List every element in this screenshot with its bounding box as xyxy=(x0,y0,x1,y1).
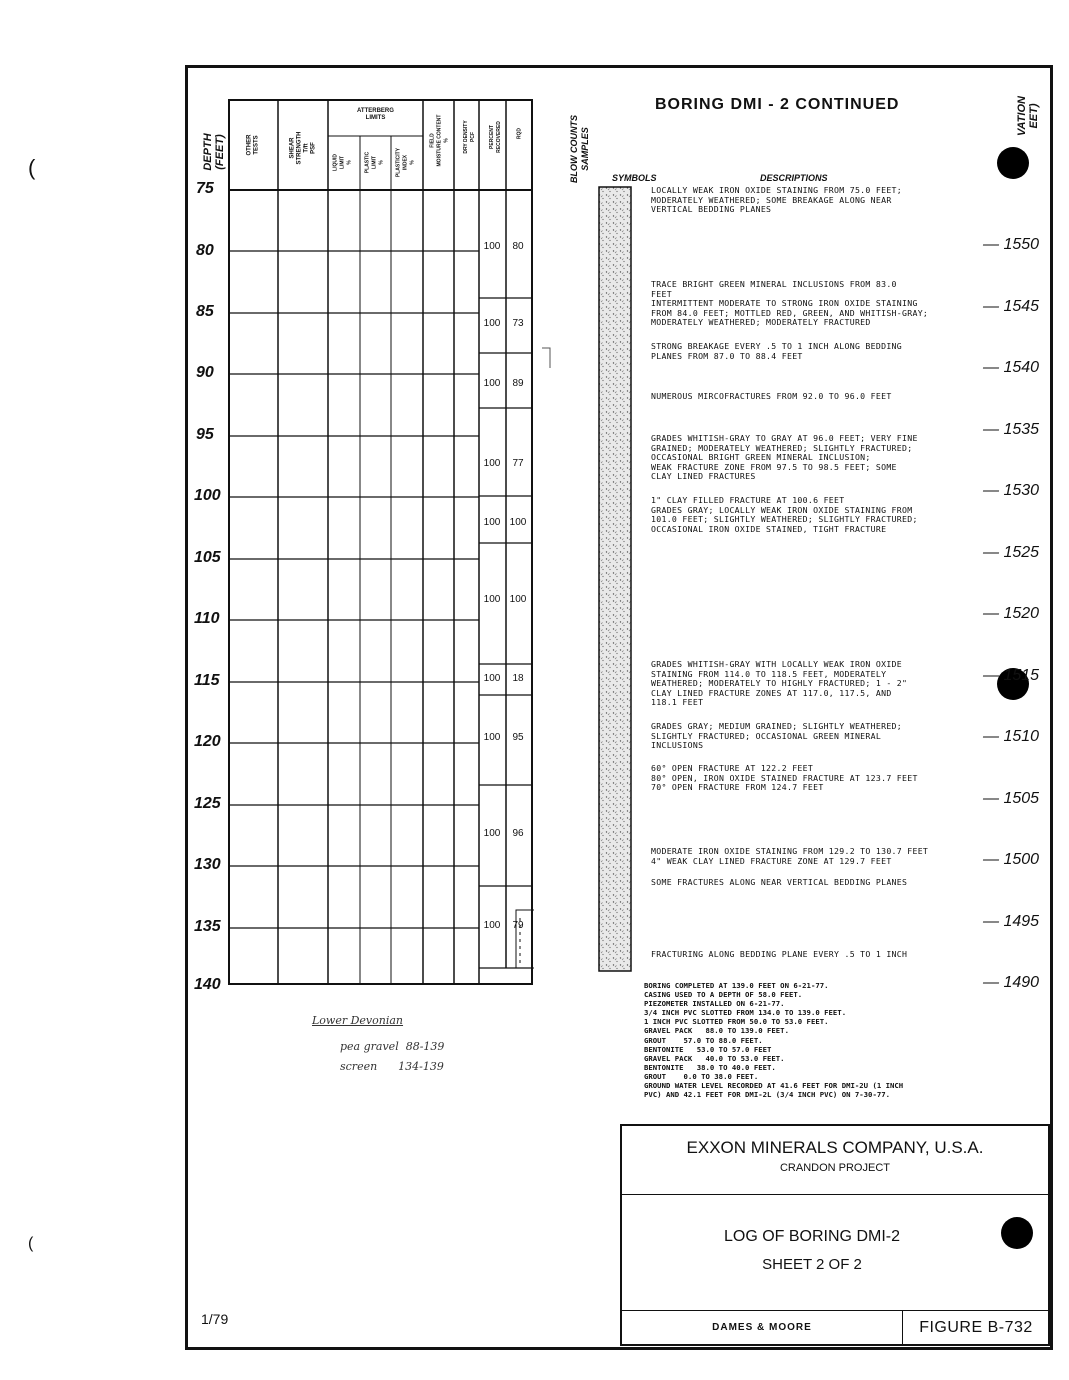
handwritten-note: Lower Devonian xyxy=(312,1014,404,1027)
description-entry: TRACE BRIGHT GREEN MINERAL INCLUSIONS FROM 83.0 FEET INTERMITTENT MODERATE TO STRONG IRON OXIDE STAINING FROM 84.0 FEET; MOTTLED RED, GREEN, AND WHITISH-GRAY; MODERATELY WEATHERED; MODERATELY FRACTURED xyxy=(651,279,929,328)
depth-header: DEPTH (FEET) xyxy=(202,133,226,171)
rqd-value: 77 xyxy=(512,458,524,469)
handwritten-note: screen 134-139 xyxy=(340,1060,444,1073)
percent-recovered-value: 100 xyxy=(483,378,501,389)
depth-label: 130 xyxy=(194,856,221,873)
depth-label: 100 xyxy=(194,487,221,504)
margin-mark: ( xyxy=(28,1235,34,1252)
descriptions-header: DESCRIPTIONS xyxy=(760,173,828,183)
sample-mark xyxy=(540,346,554,370)
elevation-label: — 1525 xyxy=(983,544,1040,561)
sheet-number: SHEET 2 OF 2 xyxy=(762,1256,862,1273)
depth-label: 115 xyxy=(194,672,220,689)
log-title: LOG OF BORING DMI-2 xyxy=(723,1228,900,1245)
elevation-label: — 1540 xyxy=(983,359,1040,376)
handwritten-note: pea gravel 88-139 xyxy=(340,1040,445,1053)
symbols-header: SYMBOLS xyxy=(612,173,657,183)
table-header xyxy=(228,100,534,190)
rqd-value: 79 xyxy=(512,920,524,931)
company-name: EXXON MINERALS COMPANY, U.S.A. xyxy=(686,1138,984,1157)
elevation-label: — 1510 xyxy=(983,728,1040,745)
description-entry: MODERATE IRON OXIDE STAINING FROM 129.2 TO 130.7 FEET 4" WEAK CLAY LINED FRACTURE ZONE AT 129.7 FEET xyxy=(651,846,929,866)
percent-recovered-value: 100 xyxy=(483,828,501,839)
percent-recovered-value: 100 xyxy=(483,458,501,469)
description-entry: GRADES WHITISH-GRAY TO GRAY AT 96.0 FEET; VERY FINE GRAINED; MODERATELY WEATHERED; SLIGHTLY FRACTURED; OCCASIONAL BRIGHT GREEN MINERAL INCLUSION; WEAK FRACTURE ZONE FROM 97.5 TO 98.5 FEET; SOME CLAY LINED FRACTURES xyxy=(651,433,918,482)
depth-label: 120 xyxy=(194,733,221,750)
firm-name: DAMES & MOORE xyxy=(712,1322,812,1333)
punch-hole xyxy=(997,147,1029,179)
blow-counts-header: BLOW COUNTS SAMPLES xyxy=(569,115,590,183)
description-entry: 1" CLAY FILLED FRACTURE AT 100.6 FEET GRADES GRAY; LOCALLY WEAK IRON OXIDE STAINING FROM 101.0 FEET; SLIGHTLY WEATHERED; SLIGHTLY FRACTURED; OCCASIONAL IRON OXIDE STAINED, TIGHT FRACTURE xyxy=(651,495,918,534)
depth-label: 125 xyxy=(194,795,221,812)
rqd-value: 18 xyxy=(512,673,524,684)
page-title: BORING DMI - 2 CONTINUED xyxy=(655,96,900,113)
percent-recovered-value: 100 xyxy=(483,920,501,931)
completion-notes: BORING COMPLETED AT 139.0 FEET ON 6-21-77. CASING USED TO A DEPTH OF 58.0 FEET. PIEZOMETER INSTALLED ON 6-21-77. 3/4 INCH PVC SLOTTED FROM 134.0 TO 139.0 FEET. 1 INCH PVC SLOTTED FROM 50.0 TO 53.0 FEET. GRAVEL PACK 88.0 TO 139.0 FEET. GROUT 57.0 TO 88.0 FEET. BENTONITE 53.0 TO 57.0 FEET GRAVEL PACK 40.0 TO 53.0 FEET. BENTONITE 38.0 TO 40.0 FEET. GROUT 0.0 TO 38.0 FEET. GROUND WATER LEVEL RECORDED AT 41.6 FEET FOR DMI-2U (1 INCH PVC) AND 42.1 FEET FOR DMI-2L (3/4 INCH PVC) ON 7-30-77. xyxy=(644,981,904,1100)
elevation-label: — 1545 xyxy=(983,298,1040,315)
description-entry: GRADES GRAY; MEDIUM GRAINED; SLIGHTLY WEATHERED; SLIGHTLY FRACTURED; OCCASIONAL GREEN MINERAL INCLUSIONS xyxy=(651,721,903,751)
description-entry: FRACTURING ALONG BEDDING PLANE EVERY .5 TO 1 INCH xyxy=(651,949,908,959)
description-entry: 60° OPEN FRACTURE AT 122.2 FEET 80° OPEN, IRON OXIDE STAINED FRACTURE AT 123.7 FEET 70° OPEN FRACTURE FROM 124.7 FEET xyxy=(651,763,918,793)
depth-label: 75 xyxy=(196,180,214,197)
plastic-limit-header: PLASTIC LIMIT % xyxy=(364,151,385,174)
rqd-value: 73 xyxy=(512,318,524,329)
project-name: CRANDON PROJECT xyxy=(779,1162,890,1174)
date-code: 1/79 xyxy=(201,1311,229,1327)
depth-label: 90 xyxy=(196,364,214,381)
elevation-label: — 1530 xyxy=(983,482,1040,499)
margin-mark: ( xyxy=(28,155,36,180)
elevation-label: — 1500 xyxy=(983,851,1040,868)
test-data-grid xyxy=(228,98,534,986)
percent-recovered-value: 100 xyxy=(483,517,501,528)
description-entry: STRONG BREAKAGE EVERY .5 TO 1 INCH ALONG BEDDING PLANES FROM 87.0 TO 88.4 FEET xyxy=(651,341,903,361)
percent-recovered-value: 100 xyxy=(483,318,501,329)
elevation-label: — 1535 xyxy=(983,421,1040,438)
depth-label: 105 xyxy=(194,549,221,566)
rqd-header: RQD xyxy=(516,127,523,140)
elevation-label: — 1505 xyxy=(983,790,1040,807)
depth-label: 95 xyxy=(196,426,214,443)
elevation-label: — 1520 xyxy=(983,605,1040,622)
liquid-limit-header: LIQUID LIMIT % xyxy=(332,154,353,171)
percent-recovered-value: 100 xyxy=(483,673,501,684)
elevation-label: — 1515 xyxy=(983,667,1040,684)
description-entry: GRADES WHITISH-GRAY WITH LOCALLY WEAK IRON OXIDE STAINING FROM 114.0 TO 118.5 FEET, MODERATELY WEATHERED; MODERATELY TO HIGHLY FRACTURED; 1 - 2" CLAY LINED FRACTURE ZONES AT 117.0, 117.5, AND 118.1 FEET xyxy=(651,659,908,708)
rqd-value: 89 xyxy=(512,378,524,389)
description-entry: LOCALLY WEAK IRON OXIDE STAINING FROM 75.0 FEET; MODERATELY WEATHERED; SOME BREAKAGE ALONG NEAR VERTICAL BEDDING PLANES xyxy=(651,185,903,215)
rock-symbol-column xyxy=(598,186,632,972)
depth-label: 140 xyxy=(194,976,221,993)
rqd-value: 100 xyxy=(509,594,527,605)
elevation-label: — 1495 xyxy=(983,913,1040,930)
elevation-header: VATION EET) xyxy=(1016,96,1040,136)
percent-recovered-value: 100 xyxy=(483,594,501,605)
percent-recovered-value: 100 xyxy=(483,241,501,252)
dry-density-header: DRY DENSITY PCF xyxy=(463,120,476,154)
other-tests-header: OTHER TESTS xyxy=(246,134,260,156)
description-entry: SOME FRACTURES ALONG NEAR VERTICAL BEDDING PLANES xyxy=(651,877,908,887)
rqd-value: 96 xyxy=(512,828,524,839)
field-moisture-header: FIELD MOISTURE CONTENT % xyxy=(429,114,450,167)
plasticity-index-header: PLASTICITY INDEX % xyxy=(395,147,416,178)
percent-recovered-header: PERCENT RECOVERED xyxy=(489,121,502,153)
depth-label: 110 xyxy=(194,610,220,627)
rqd-value: 100 xyxy=(509,517,527,528)
atterberg-header: ATTERBERG LIMITS xyxy=(357,108,394,121)
elevation-label: — 1490 xyxy=(983,974,1040,991)
shear-strength-header: SHEAR STRENGTH T/ft PSF xyxy=(289,131,317,165)
elevation-label: — 1550 xyxy=(983,236,1040,253)
rqd-value: 95 xyxy=(512,732,524,743)
depth-label: 85 xyxy=(196,303,214,320)
title-block xyxy=(620,1124,1050,1346)
description-entry: NUMEROUS MIRCOFRACTURES FROM 92.0 TO 96.0 FEET xyxy=(651,391,892,401)
percent-recovered-value: 100 xyxy=(483,732,501,743)
depth-label: 135 xyxy=(194,918,221,935)
rqd-value: 80 xyxy=(512,241,524,252)
depth-label: 80 xyxy=(196,242,214,259)
figure-number: FIGURE B-732 xyxy=(919,1319,1033,1336)
